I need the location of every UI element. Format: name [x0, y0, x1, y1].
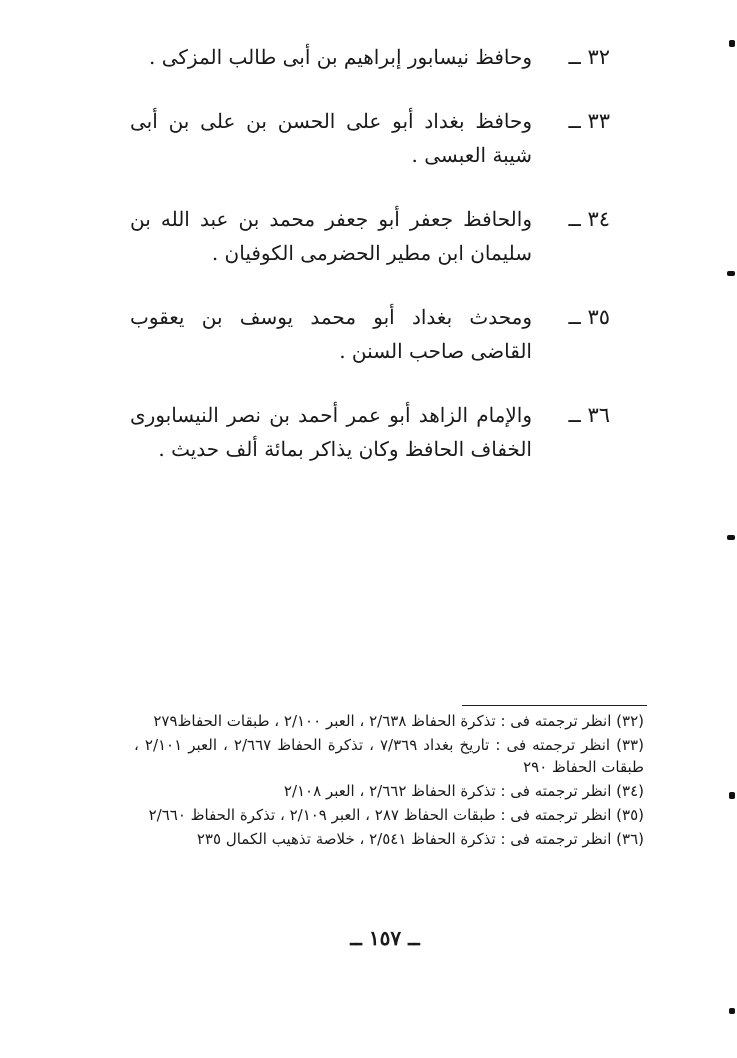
scan-mark [729, 40, 735, 47]
entry-text: ومحدث بغداد أبو محمد يوسف بن يعقوب القاضى صاحب السنن . [130, 305, 532, 363]
entry-33 [130, 104, 610, 172]
entry-number: ٣٥ ــ [568, 305, 610, 329]
entry-36 [130, 398, 610, 466]
scan-mark [729, 792, 735, 799]
footnote-34: (٣٤) انظر ترجمته فى : تذكرة الحفاظ ٢/٦٦٢ ، العبر ٢/١٠٨ [283, 782, 644, 800]
footnote-32: (٣٢) انظر ترجمته فى : تذكرة الحفاظ ٢/٦٣٨ ، العبر ٢/١٠٠ ، طبقات الحفاظ٢٧٩ [153, 712, 644, 730]
entry-32 [130, 40, 610, 74]
entry-number: ٣٦ ــ [568, 403, 610, 427]
footnote-36: (٣٦) انظر ترجمته فى : تذكرة الحفاظ ٢/٥٤١ ، خلاصة تذهيب الكمال ٢٣٥ [196, 830, 644, 848]
entry-text: والحافظ جعفر أبو جعفر محمد بن عبد الله بن سليمان ابن مطير الحضرمى الكوفيان . [130, 207, 532, 265]
entry-text: وحافظ نيسابور إبراهيم بن أبى طالب المزكى . [149, 45, 532, 69]
entry-text: والإمام الزاهد أبو عمر أحمد بن نصر النيسابورى الخفاف الحافظ وكان يذاكر بمائة ألف حديث . [130, 403, 532, 461]
page-number: ــ ١٥٧ ــ [350, 926, 420, 950]
scan-mark [727, 535, 735, 540]
entry-number: ٣٢ ــ [568, 45, 610, 69]
footnote-35: (٣٥) انظر ترجمته فى : طبقات الحفاظ ٢٨٧ ، العبر ٢/١٠٩ ، تذكرة الحفاظ ٢/٦٦٠ [148, 806, 644, 824]
footnote-33: (٣٣) انظر ترجمته فى : تاريخ بغداد ٧/٣٦٩ ، تذكرة الحفاظ ٢/٦٦٧ ، العبر ٢/١٠١ ، طبقات الحفاظ ٢٩٠ [134, 736, 644, 776]
footnote-divider [462, 705, 647, 706]
entry-number: ٣٣ ــ [568, 109, 610, 133]
entry-number: ٣٤ ــ [568, 207, 610, 231]
entry-text: وحافظ بغداد أبو على الحسن بن على بن أبى شيبة العبسى . [130, 109, 532, 167]
scan-mark [727, 271, 735, 276]
entry-34 [130, 202, 610, 270]
footnotes [134, 710, 644, 852]
entry-list [130, 40, 610, 496]
scan-mark [729, 1008, 735, 1014]
entry-35 [130, 300, 610, 368]
